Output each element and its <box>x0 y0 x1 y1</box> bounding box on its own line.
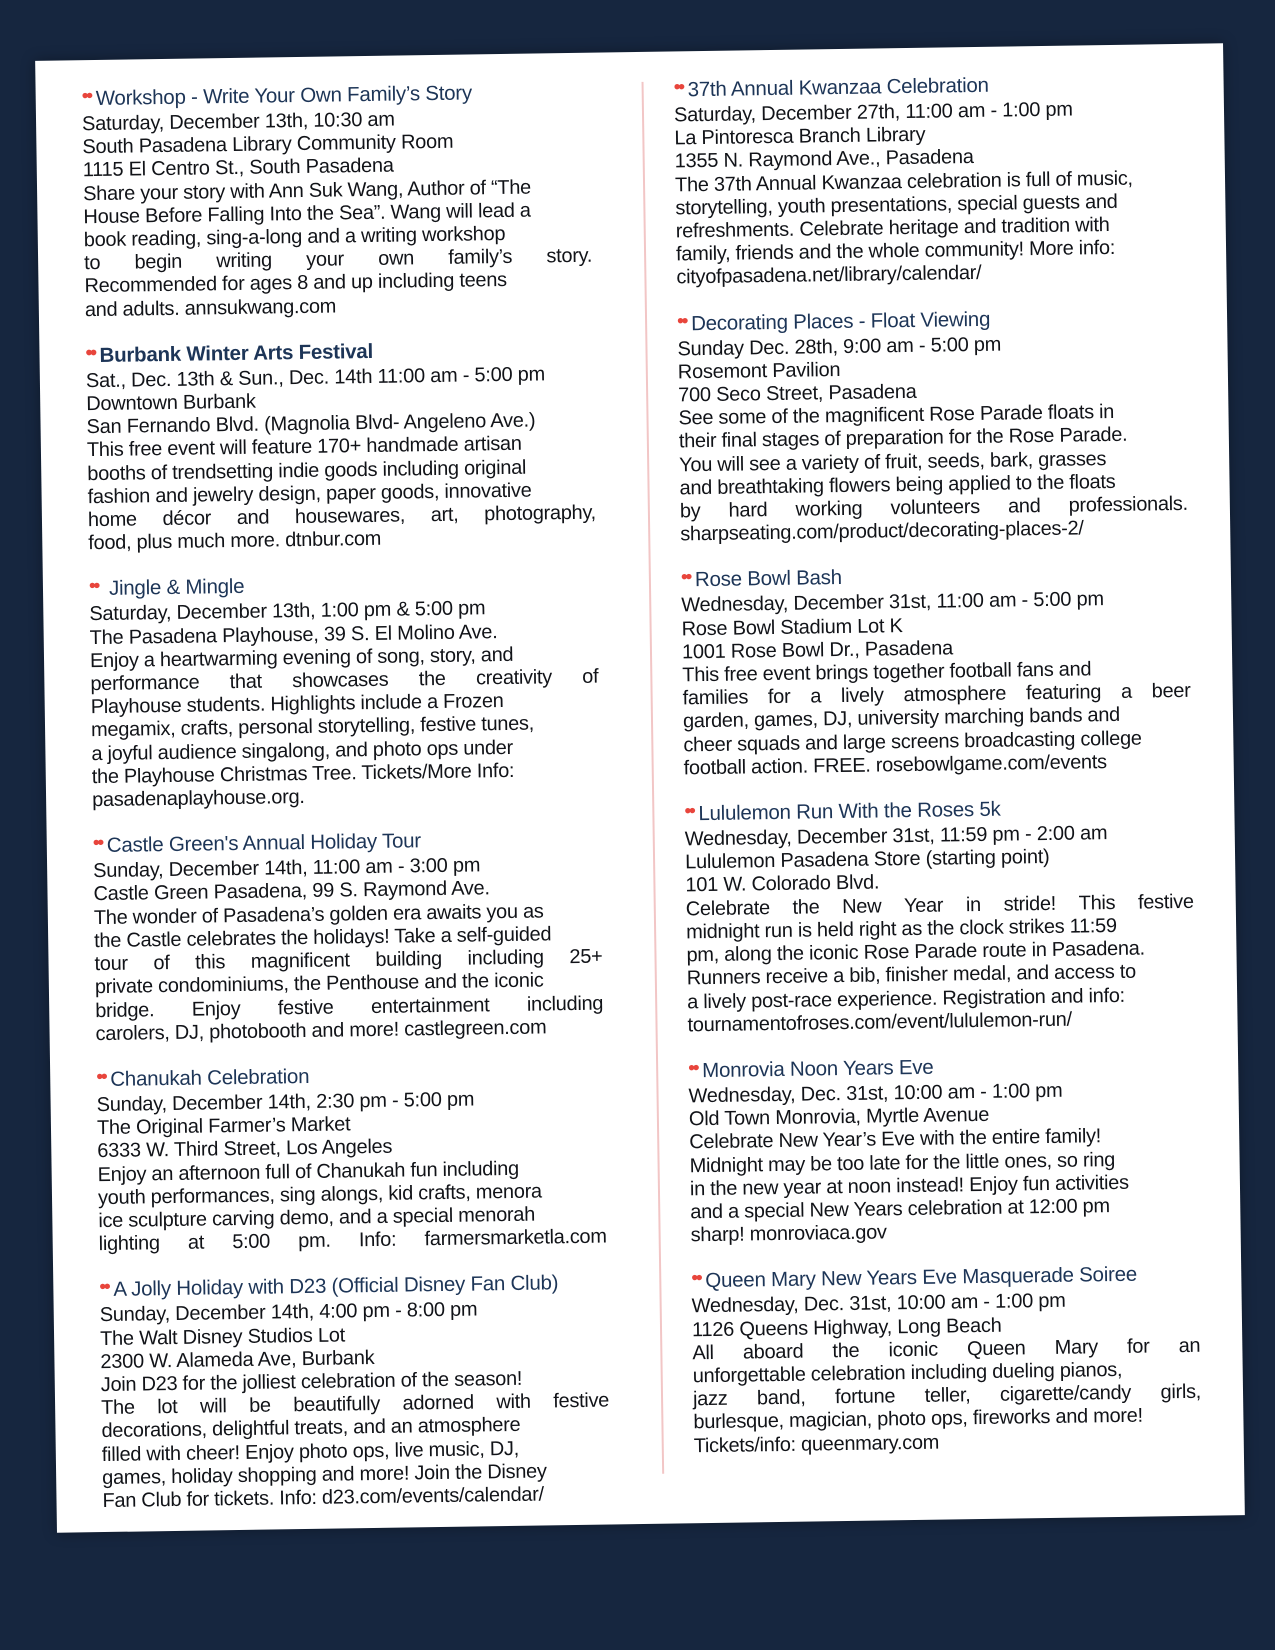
description-word: professionals. <box>1068 492 1188 517</box>
event-listing <box>99 1270 610 1513</box>
event-listing <box>677 303 1188 546</box>
description-word: including <box>467 946 544 970</box>
event-listing <box>89 569 600 812</box>
description-line: carolers, DJ, photobooth and more! castlegreen.com <box>95 1016 547 1045</box>
description-word: 25+ <box>569 945 603 969</box>
description-line: House Before Falling Into the Sea”. Wang will lead a <box>83 199 531 229</box>
description-line: garden, games, DJ, university marching bands and <box>682 704 1121 733</box>
event-title-text: Castle Green's Annual Holiday Tour <box>106 829 422 858</box>
description-line: storytelling, youth presentations, special guests and <box>675 190 1118 220</box>
description-word: lot <box>157 1396 178 1419</box>
event-location: 6333 W. Third Street, Los Angeles <box>97 1136 393 1163</box>
description-word: the <box>792 896 820 919</box>
description-word: at <box>187 1231 205 1254</box>
event-listing <box>82 79 593 322</box>
description-line: cheer squads and large screens broadcasting college <box>683 727 1142 757</box>
description-line: a joyful audience singalong, and photo ops under <box>91 736 514 765</box>
double-dot-bullet-icon: •• <box>85 341 95 365</box>
flyer-page <box>35 43 1245 1532</box>
description-word: girls, <box>1160 1380 1202 1404</box>
double-dot-bullet-icon: •• <box>684 800 694 823</box>
description-word: family’s <box>448 246 513 270</box>
description-line: and breathtaking flowers being applied to the floats <box>679 470 1116 500</box>
description-line: the Castle celebrates the holidays! Take a self-guided <box>94 923 552 953</box>
description-word: will <box>199 1395 227 1418</box>
event-listing <box>684 794 1195 1037</box>
event-location: 1355 N. Raymond Ave., Pasadena <box>674 146 974 173</box>
description-word: a <box>1120 680 1132 704</box>
description-word: the <box>418 667 446 691</box>
description-word: with <box>496 1390 531 1414</box>
two-column-layout <box>81 70 1203 1513</box>
event-location: The Pasadena Playhouse, 39 S. El Molino Ave. <box>89 620 498 649</box>
description-line: refreshments. Celebrate heritage and tradition with <box>675 213 1110 243</box>
description-line: Tickets/info: queenmary.com <box>693 1431 940 1457</box>
event-title-text: Queen Mary New Years Eve Masquerade Soiree <box>705 1263 1138 1293</box>
event-datetime: Wednesday, Dec. 31st, 10:00 am - 1:00 pm <box>691 1290 1066 1318</box>
description-line: Enjoy a heartwarming evening of song, story, and <box>89 643 514 673</box>
event-location: South Pasadena Library Community Room <box>82 130 454 159</box>
description-word: This <box>1078 891 1116 915</box>
description-word: the <box>832 1339 860 1362</box>
description-word: iconic <box>888 1338 939 1362</box>
description-line: food, plus much more. dtnbur.com <box>88 528 382 555</box>
description-line: sharpseating.com/product/decorating-places-2/ <box>680 517 1084 546</box>
description-line: and adults. annsukwang.com <box>84 295 337 321</box>
description-line: games, holiday shopping and more! Join the Disney <box>102 1460 547 1489</box>
description-word: All <box>692 1341 714 1365</box>
double-dot-bullet-icon: •• <box>88 575 99 598</box>
description-word: entertainment <box>370 993 490 1018</box>
event-datetime: Wednesday, December 31st, 11:00 am - 5:00 pm <box>681 588 1104 617</box>
description-line: their final stages of preparation for the Rose Parade. <box>678 424 1128 453</box>
column-divider <box>642 82 665 1474</box>
event-listing <box>688 1051 1199 1248</box>
description-word: farmersmarketla.com <box>424 1225 607 1251</box>
description-line: Runners receive a bib, finisher medal, and access to <box>686 960 1137 990</box>
description-line: private condominiums, the Penthouse and the iconic <box>94 969 544 999</box>
description-line: Recommended for ages 8 and up including teens <box>84 269 507 298</box>
event-listing <box>673 70 1184 290</box>
description-line: This free event will feature 170+ handmade artisan <box>86 433 522 462</box>
description-line: Midnight may be too late for the little ones, so ring <box>689 1148 1116 1177</box>
event-title-text: Jingle & Mingle <box>108 575 245 601</box>
description-word: an <box>1178 1334 1201 1357</box>
event-listing <box>691 1261 1202 1458</box>
description-word: tour <box>94 952 128 976</box>
description-word: featuring <box>1025 681 1102 705</box>
description-word: families <box>682 686 749 710</box>
event-location: San Fernando Blvd. (Magnolia Blvd- Angeleno Ave.) <box>86 409 536 439</box>
event-listing <box>681 560 1192 780</box>
description-word: building <box>375 948 443 972</box>
event-datetime: Saturday, December 13th, 10:30 am <box>81 108 395 136</box>
event-datetime: Sunday, December 14th, 11:00 am - 3:00 pm <box>93 854 481 883</box>
event-description <box>101 1366 611 1513</box>
description-line: pasadenaplayhouse.org. <box>91 786 305 812</box>
description-line: Fan Club for tickets. Info: d23.com/events/calendar/ <box>102 1483 544 1513</box>
description-line: Playhouse students. Highlights include a Frozen <box>90 690 504 719</box>
description-word: that <box>229 670 263 694</box>
description-line: midnight run is held right as the clock strikes 11:59 <box>685 914 1117 944</box>
description-word: jazz <box>692 1387 728 1411</box>
description-word: this <box>195 951 226 974</box>
description-word: cigarette/candy <box>999 1381 1132 1406</box>
event-location: Downtown Burbank <box>86 390 256 416</box>
description-word: photography, <box>484 501 597 526</box>
description-line: the Playhouse Christmas Tree. Tickets/More Info: <box>91 759 515 789</box>
event-location: 1126 Queens Highway, Long Beach <box>691 1314 1002 1341</box>
event-datetime: Wednesday, December 31st, 11:59 pm - 2:00 am <box>684 822 1108 851</box>
event-title-text: Workshop - Write Your Own Family’s Story <box>95 81 473 110</box>
event-location: 101 W. Colorado Blvd. <box>685 871 880 897</box>
description-word: for <box>767 686 791 709</box>
event-title-text: Lululemon Run With the Roses 5k <box>698 797 1001 826</box>
description-line: family, friends and the whole community! More info: <box>675 237 1116 266</box>
event-datetime: Saturday, December 13th, 1:00 pm & 5:00 pm <box>89 597 486 626</box>
description-line: in the new year at noon instead! Enjoy fun activities <box>689 1171 1129 1201</box>
description-word: for <box>1126 1335 1150 1358</box>
description-line: fashion and jewelry design, paper goods, innovative <box>87 479 532 509</box>
double-dot-bullet-icon: •• <box>81 85 91 108</box>
event-location: Rosemont Pavilion <box>677 358 841 384</box>
description-word: adorned <box>402 1391 475 1415</box>
event-description <box>682 657 1192 781</box>
description-word: art, <box>430 503 459 527</box>
page-content <box>35 43 1245 1532</box>
description-word: home <box>87 508 137 532</box>
description-word: own <box>378 247 415 271</box>
event-listing <box>93 826 604 1046</box>
event-title-text: Burbank Winter Arts Festival <box>99 339 374 367</box>
event-description <box>83 175 593 322</box>
description-word: beautifully <box>293 1393 381 1417</box>
description-word: housewares, <box>294 504 406 529</box>
description-word: a <box>810 685 822 708</box>
event-title-text: Decorating Places - Float Viewing <box>690 307 991 335</box>
event-title-text: A Jolly Holiday with D23 (Official Disney Fan Club) <box>113 1271 559 1302</box>
event-description <box>675 166 1185 290</box>
description-word: magnificent <box>250 949 350 973</box>
event-title-text: Chanukah Celebration <box>110 1064 310 1091</box>
event-description <box>87 432 597 556</box>
description-word: working <box>795 497 863 521</box>
description-line: Join D23 for the jolliest celebration of the season! <box>100 1367 523 1397</box>
description-word: Queen <box>966 1337 1026 1360</box>
description-line: Celebrate New Year’s Eve with the entire family! <box>689 1125 1102 1154</box>
event-datetime: Wednesday, Dec. 31st, 10:00 am - 1:00 pm <box>688 1079 1063 1108</box>
description-word: lighting <box>98 1232 160 1256</box>
description-word: performance <box>90 671 200 696</box>
event-description <box>678 400 1188 547</box>
description-line: This free event brings together football fans and <box>682 658 1092 687</box>
description-word: festive <box>1137 890 1194 914</box>
description-word: of <box>582 665 599 688</box>
double-dot-bullet-icon: •• <box>687 1057 698 1080</box>
event-datetime: Sat., Dec. 13th & Sun., Dec. 14th 11:00 am - 5:00 pm <box>85 363 546 393</box>
description-word: creativity <box>475 666 553 690</box>
description-word: pm. <box>298 1229 331 1253</box>
description-line: football action. FREE. rosebowlgame.com/events <box>683 750 1107 780</box>
event-datetime: Sunday, December 14th, 4:00 pm - 8:00 pm <box>99 1298 478 1327</box>
description-line: youth performances, sing alongs, kid crafts, menora <box>97 1180 542 1209</box>
description-word: Info: <box>358 1228 397 1252</box>
event-location: La Pintoresca Branch Library <box>674 123 926 150</box>
description-word: hard <box>728 499 768 522</box>
description-word: teller, <box>924 1384 971 1407</box>
description-word: begin <box>134 250 183 274</box>
events-column-left <box>81 78 633 1513</box>
description-line: See some of the magnificent Rose Parade floats in <box>678 401 1115 430</box>
description-word: of <box>153 952 170 975</box>
description-word: to <box>83 252 101 275</box>
event-location: The Walt Disney Studios Lot <box>99 1323 346 1350</box>
event-listing <box>96 1059 607 1256</box>
description-line: pm, along the iconic Rose Parade route in Pasadena. <box>686 937 1145 967</box>
event-description <box>692 1334 1202 1458</box>
double-dot-bullet-icon: •• <box>96 1065 106 1089</box>
event-location: 1001 Rose Bowl Dr., Pasadena <box>681 637 954 664</box>
description-word: Mary <box>1054 1336 1099 1359</box>
event-description <box>689 1124 1199 1248</box>
description-word: festive <box>553 1389 610 1413</box>
double-dot-bullet-icon: •• <box>92 832 102 855</box>
description-line: and a special New Years celebration at 12:00 pm <box>690 1195 1110 1224</box>
event-title-text: Monrovia Noon Years Eve <box>702 1055 934 1083</box>
description-line: Share your story with Ann Suk Wang, Author of “The <box>82 176 532 205</box>
description-word: fortune <box>834 1385 896 1409</box>
event-description <box>94 899 604 1046</box>
event-location: Rose Bowl Stadium Lot K <box>681 614 903 641</box>
description-line: burlesque, magician, photo ops, fireworks and more! <box>693 1404 1143 1434</box>
event-location: 1115 El Centro St., South Pasadena <box>82 154 394 182</box>
description-word: volunteers <box>890 495 980 520</box>
description-line: megamix, crafts, personal storytelling, festive tunes, <box>90 713 535 742</box>
event-title-text: 37th Annual Kwanzaa Celebration <box>687 73 989 102</box>
event-title-text: Rose Bowl Bash <box>694 566 843 592</box>
description-word: by <box>679 500 701 523</box>
event-datetime: Sunday Dec. 28th, 9:00 am - 5:00 pm <box>677 333 1002 361</box>
event-location: The Original Farmer’s Market <box>96 1113 351 1140</box>
event-listing <box>85 335 596 555</box>
description-word: your <box>306 248 345 272</box>
double-dot-bullet-icon: •• <box>680 566 691 589</box>
description-word: beer <box>1151 680 1191 703</box>
event-location: Castle Green Pasadena, 99 S. Raymond Ave. <box>93 877 490 906</box>
description-word: and <box>236 506 270 529</box>
description-word: lively <box>840 684 884 708</box>
description-word: including <box>526 992 604 1016</box>
event-description <box>686 890 1196 1037</box>
double-dot-bullet-icon: •• <box>99 1276 109 1299</box>
description-word: be <box>248 1394 271 1418</box>
description-word: atmosphere <box>903 682 1007 707</box>
description-word: festive <box>277 996 334 1019</box>
description-word: Celebrate <box>685 896 770 921</box>
description-line: ice sculpture carving demo, and a special menorah <box>98 1203 536 1233</box>
event-datetime: Sunday, December 14th, 2:30 pm - 5:00 pm <box>96 1088 475 1117</box>
event-datetime: Saturday, December 27th, 11:00 am - 1:00 pm <box>673 98 1073 127</box>
description-word: band, <box>756 1386 806 1410</box>
event-location: 700 Seco Street, Pasadena <box>678 380 917 407</box>
description-line: unforgettable celebration including dueling pianos, <box>692 1358 1123 1388</box>
description-word: 5:00 <box>232 1230 271 1254</box>
description-line: filled with cheer! Enjoy photo ops, live music, DJ, <box>101 1437 520 1466</box>
description-word: in <box>965 893 982 916</box>
description-line: Enjoy an afternoon full of Chanukah fun including <box>97 1157 519 1186</box>
description-word: aboard <box>742 1340 804 1364</box>
event-description <box>90 642 600 812</box>
event-location: 2300 W. Alameda Ave, Burbank <box>100 1346 375 1373</box>
description-word: story. <box>546 244 593 268</box>
description-line: You will see a variety of fruit, seeds, bark, grasses <box>679 447 1107 477</box>
double-dot-bullet-icon: •• <box>673 76 683 99</box>
description-word: Enjoy <box>191 997 241 1021</box>
description-line: The wonder of Pasadena’s golden era awaits you as <box>93 900 544 929</box>
event-location: Lululemon Pasadena Store (starting point) <box>684 846 1050 874</box>
events-column-right <box>673 70 1202 1497</box>
double-dot-bullet-icon: •• <box>691 1267 701 1290</box>
description-word: The <box>100 1396 135 1420</box>
description-word: décor <box>162 507 212 531</box>
description-word: and <box>1007 495 1041 518</box>
description-line: cityofpasadena.net/library/calendar/ <box>676 262 982 289</box>
description-word: writing <box>216 249 273 273</box>
description-word: showcases <box>292 668 389 693</box>
description-line: tournamentofroses.com/event/lululemon-run/ <box>687 1008 1072 1037</box>
description-line: booths of trendsetting indie goods including original <box>87 456 527 485</box>
description-line: decorations, delightful treats, and an atmosphere <box>101 1414 521 1443</box>
double-dot-bullet-icon: •• <box>676 309 687 333</box>
event-description <box>98 1156 607 1256</box>
description-line: a lively post-race experience. Registration and info: <box>687 984 1125 1013</box>
description-line: sharp! monroviaca.gov <box>690 1221 887 1247</box>
description-line: The 37th Annual Kwanzaa celebration is full of music, <box>674 167 1133 197</box>
event-location: Old Town Monrovia, Myrtle Avenue <box>688 1103 990 1131</box>
description-word: stride! <box>1003 892 1057 916</box>
description-line: book reading, sing-a-long and a writing workshop <box>83 222 506 252</box>
description-word: bridge. <box>95 998 155 1022</box>
description-word: New <box>841 895 882 918</box>
description-word: Year <box>903 894 944 917</box>
